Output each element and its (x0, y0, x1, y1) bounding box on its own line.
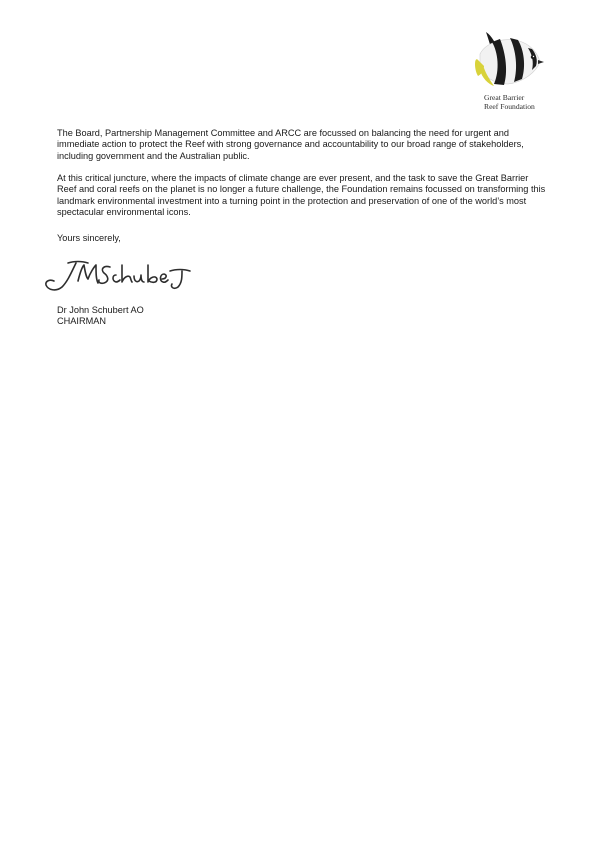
letter-closing: Yours sincerely, (57, 233, 121, 243)
letter-paragraph-2: At this critical juncture, where the impacts of climate change are ever present, and the task to save the Great Barrier Reef and coral reefs on the planet is no longer a future challenge, the Foundation remains focussed on transforming this landmark environmental investment into a turning point in the protection and preservation of one of the world’s most spectacular environmental icons. (57, 173, 546, 218)
signatory-name: Dr John Schubert AO (57, 305, 144, 315)
logo-line-1: Great Barrier (484, 93, 525, 102)
logo-line-2: Reef Foundation (484, 101, 535, 111)
signatory-title: CHAIRMAN (57, 316, 107, 326)
bannerfish-icon (472, 30, 552, 92)
letter-paragraph-1: The Board, Partnership Management Committee and ARCC are focussed on balancing the need for urgent and immediate action to protect the Reef with strong governance and accountability to our broad range of stakeholders, including government and the Australian public. (57, 128, 524, 161)
handwritten-signature (42, 257, 194, 297)
logo-wordmark (484, 94, 535, 111)
